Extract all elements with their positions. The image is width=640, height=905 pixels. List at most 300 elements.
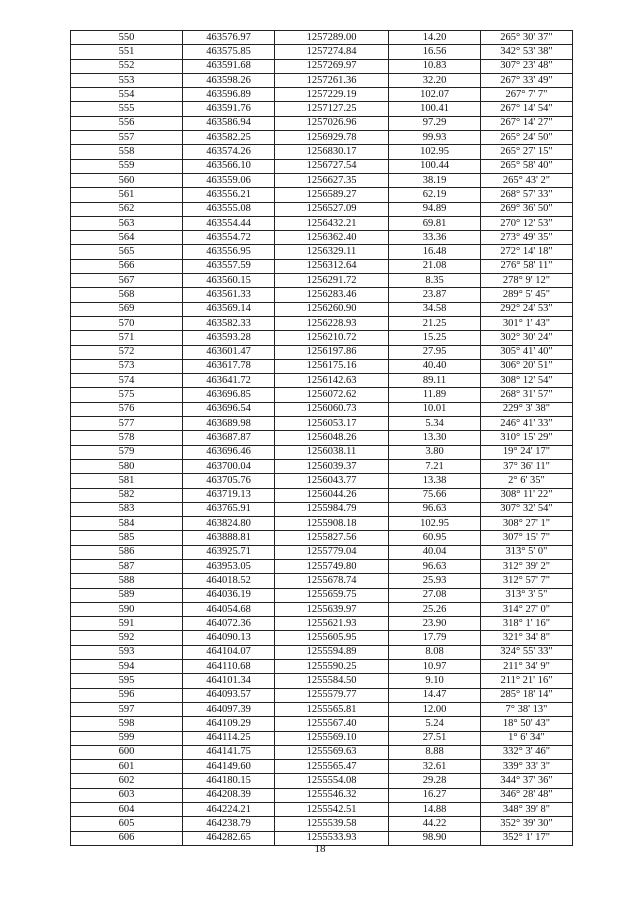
distance-cell: 102.95 [389,517,481,531]
y-coordinate-cell: 1257289.00 [275,31,389,45]
table-row [71,474,573,488]
point-id-cell: 567 [71,274,183,288]
point-id-cell: 576 [71,402,183,416]
y-coordinate-cell: 1255569.10 [275,731,389,745]
x-coordinate-cell: 464093.57 [183,688,275,702]
x-coordinate-cell: 463554.44 [183,216,275,230]
y-coordinate-cell: 1256053.17 [275,417,389,431]
table-row [71,459,573,473]
x-coordinate-cell: 463591.68 [183,59,275,73]
point-id-cell: 581 [71,474,183,488]
bearing-cell: 211° 34' 9" [481,660,573,674]
table-row [71,631,573,645]
x-coordinate-cell: 463925.71 [183,545,275,559]
x-coordinate-cell: 464208.39 [183,788,275,802]
distance-cell: 27.08 [389,588,481,602]
distance-cell: 10.97 [389,660,481,674]
y-coordinate-cell: 1256228.93 [275,316,389,330]
table-row [71,574,573,588]
y-coordinate-cell: 1255546.32 [275,788,389,802]
distance-cell: 15.25 [389,331,481,345]
y-coordinate-cell: 1256048.26 [275,431,389,445]
bearing-cell: 314° 27' 0" [481,602,573,616]
x-coordinate-cell: 464110.68 [183,660,275,674]
distance-cell: 97.29 [389,116,481,130]
point-id-cell: 578 [71,431,183,445]
table-row [71,302,573,316]
point-id-cell: 599 [71,731,183,745]
bearing-cell: 18° 50' 43" [481,717,573,731]
distance-cell: 21.08 [389,259,481,273]
table-row [71,259,573,273]
bearing-cell: 2° 6' 35" [481,474,573,488]
x-coordinate-cell: 463601.47 [183,345,275,359]
point-id-cell: 582 [71,488,183,502]
point-id-cell: 589 [71,588,183,602]
x-coordinate-cell: 463575.85 [183,45,275,59]
table-row [71,602,573,616]
bearing-cell: 301° 1' 43" [481,316,573,330]
x-coordinate-cell: 463582.25 [183,131,275,145]
point-id-cell: 570 [71,316,183,330]
y-coordinate-cell: 1255594.89 [275,645,389,659]
point-id-cell: 597 [71,702,183,716]
distance-cell: 62.19 [389,188,481,202]
x-coordinate-cell: 463576.97 [183,31,275,45]
distance-cell: 94.89 [389,202,481,216]
bearing-cell: 305° 41' 40" [481,345,573,359]
y-coordinate-cell: 1255554.08 [275,774,389,788]
distance-cell: 33.36 [389,231,481,245]
table-row [71,760,573,774]
distance-cell: 8.08 [389,645,481,659]
y-coordinate-cell: 1256060.73 [275,402,389,416]
x-coordinate-cell: 464180.15 [183,774,275,788]
x-coordinate-cell: 463561.33 [183,288,275,302]
x-coordinate-cell: 464114.25 [183,731,275,745]
table-row [71,274,573,288]
y-coordinate-cell: 1257269.97 [275,59,389,73]
x-coordinate-cell: 463555.08 [183,202,275,216]
distance-cell: 96.63 [389,502,481,516]
bearing-cell: 307° 23' 48" [481,59,573,73]
point-id-cell: 586 [71,545,183,559]
distance-cell: 100.41 [389,102,481,116]
table-row [71,803,573,817]
distance-cell: 69.81 [389,216,481,230]
point-id-cell: 559 [71,159,183,173]
bearing-cell: 267° 14' 27" [481,116,573,130]
bearing-cell: 352° 1' 17" [481,831,573,845]
bearing-cell: 307° 32' 54" [481,502,573,516]
y-coordinate-cell: 1256260.90 [275,302,389,316]
y-coordinate-cell: 1256830.17 [275,145,389,159]
bearing-cell: 265° 27' 15" [481,145,573,159]
table-body [71,31,573,846]
table-row [71,588,573,602]
distance-cell: 32.61 [389,760,481,774]
x-coordinate-cell: 463700.04 [183,459,275,473]
x-coordinate-cell: 463705.76 [183,474,275,488]
y-coordinate-cell: 1256589.27 [275,188,389,202]
table-row [71,545,573,559]
x-coordinate-cell: 463556.95 [183,245,275,259]
point-id-cell: 575 [71,388,183,402]
point-id-cell: 555 [71,102,183,116]
bearing-cell: 211° 21' 16" [481,674,573,688]
distance-cell: 32.20 [389,73,481,87]
point-id-cell: 562 [71,202,183,216]
distance-cell: 10.01 [389,402,481,416]
table-row [71,102,573,116]
x-coordinate-cell: 463582.33 [183,316,275,330]
distance-cell: 7.21 [389,459,481,473]
bearing-cell: 332° 3' 46" [481,745,573,759]
y-coordinate-cell: 1255590.25 [275,660,389,674]
y-coordinate-cell: 1257261.36 [275,73,389,87]
bearing-cell: 313° 5' 0" [481,545,573,559]
x-coordinate-cell: 463556.21 [183,188,275,202]
y-coordinate-cell: 1256929.78 [275,131,389,145]
x-coordinate-cell: 463598.26 [183,73,275,87]
bearing-cell: 306° 20' 51" [481,359,573,373]
distance-cell: 8.88 [389,745,481,759]
distance-cell: 96.63 [389,559,481,573]
point-id-cell: 564 [71,231,183,245]
distance-cell: 12.00 [389,702,481,716]
bearing-cell: 1° 6' 34" [481,731,573,745]
distance-cell: 16.48 [389,245,481,259]
bearing-cell: 270° 12' 53" [481,216,573,230]
distance-cell: 27.51 [389,731,481,745]
y-coordinate-cell: 1255639.97 [275,602,389,616]
bearing-cell: 285° 18' 14" [481,688,573,702]
bearing-cell: 289° 5' 45" [481,288,573,302]
y-coordinate-cell: 1256197.86 [275,345,389,359]
distance-cell: 10.83 [389,59,481,73]
distance-cell: 23.90 [389,617,481,631]
bearing-cell: 308° 11' 22" [481,488,573,502]
bearing-cell: 267° 33' 49" [481,73,573,87]
y-coordinate-cell: 1256362.40 [275,231,389,245]
bearing-cell: 324° 55' 33" [481,645,573,659]
distance-cell: 34.58 [389,302,481,316]
point-id-cell: 605 [71,817,183,831]
bearing-cell: 265° 43' 2" [481,173,573,187]
x-coordinate-cell: 463953.05 [183,559,275,573]
y-coordinate-cell: 1257274.84 [275,45,389,59]
x-coordinate-cell: 464282.65 [183,831,275,845]
table-row [71,159,573,173]
y-coordinate-cell: 1255659.75 [275,588,389,602]
x-coordinate-cell: 464054.68 [183,602,275,616]
distance-cell: 27.95 [389,345,481,359]
point-id-cell: 583 [71,502,183,516]
distance-cell: 98.90 [389,831,481,845]
table-row [71,31,573,45]
table-row [71,431,573,445]
bearing-cell: 278° 9' 12" [481,274,573,288]
table-row [71,731,573,745]
y-coordinate-cell: 1255579.77 [275,688,389,702]
y-coordinate-cell: 1255827.56 [275,531,389,545]
x-coordinate-cell: 464141.75 [183,745,275,759]
y-coordinate-cell: 1256432.21 [275,216,389,230]
x-coordinate-cell: 464238.79 [183,817,275,831]
distance-cell: 13.30 [389,431,481,445]
distance-cell: 25.93 [389,574,481,588]
table-row [71,202,573,216]
table-row [71,345,573,359]
table-row [71,388,573,402]
bearing-cell: 346° 28' 48" [481,788,573,802]
bearing-cell: 352° 39' 30" [481,817,573,831]
distance-cell: 13.38 [389,474,481,488]
table-row [71,674,573,688]
point-id-cell: 587 [71,559,183,573]
coordinate-table [70,30,573,846]
y-coordinate-cell: 1257127.25 [275,102,389,116]
y-coordinate-cell: 1255584.50 [275,674,389,688]
distance-cell: 14.20 [389,31,481,45]
point-id-cell: 590 [71,602,183,616]
x-coordinate-cell: 463641.72 [183,374,275,388]
x-coordinate-cell: 464090.13 [183,631,275,645]
x-coordinate-cell: 463689.98 [183,417,275,431]
y-coordinate-cell: 1256291.72 [275,274,389,288]
distance-cell: 25.26 [389,602,481,616]
table-row [71,445,573,459]
distance-cell: 102.07 [389,88,481,102]
table-row [71,145,573,159]
x-coordinate-cell: 464149.60 [183,760,275,774]
x-coordinate-cell: 463560.15 [183,274,275,288]
table-row [71,617,573,631]
y-coordinate-cell: 1255678.74 [275,574,389,588]
y-coordinate-cell: 1256175.16 [275,359,389,373]
y-coordinate-cell: 1256329.11 [275,245,389,259]
y-coordinate-cell: 1255565.81 [275,702,389,716]
table-row [71,88,573,102]
table-row [71,774,573,788]
bearing-cell: 344° 37' 36" [481,774,573,788]
y-coordinate-cell: 1256527.09 [275,202,389,216]
x-coordinate-cell: 463566.10 [183,159,275,173]
point-id-cell: 591 [71,617,183,631]
y-coordinate-cell: 1256627.35 [275,173,389,187]
bearing-cell: 321° 34' 8" [481,631,573,645]
bearing-cell: 229° 3' 38" [481,402,573,416]
bearing-cell: 265° 30' 37" [481,31,573,45]
bearing-cell: 312° 57' 7" [481,574,573,588]
y-coordinate-cell: 1255984.79 [275,502,389,516]
x-coordinate-cell: 464097.39 [183,702,275,716]
table-row [71,417,573,431]
y-coordinate-cell: 1255542.51 [275,803,389,817]
y-coordinate-cell: 1256210.72 [275,331,389,345]
bearing-cell: 302° 30' 24" [481,331,573,345]
point-id-cell: 594 [71,660,183,674]
point-id-cell: 561 [71,188,183,202]
bearing-cell: 276° 58' 11" [481,259,573,273]
page-number: 18 [314,843,326,855]
bearing-cell: 265° 58' 40" [481,159,573,173]
y-coordinate-cell: 1255621.93 [275,617,389,631]
distance-cell: 100.44 [389,159,481,173]
distance-cell: 38.19 [389,173,481,187]
distance-cell: 5.34 [389,417,481,431]
distance-cell: 40.40 [389,359,481,373]
point-id-cell: 593 [71,645,183,659]
bearing-cell: 310° 15' 29" [481,431,573,445]
x-coordinate-cell: 463687.87 [183,431,275,445]
bearing-cell: 318° 1' 16" [481,617,573,631]
bearing-cell: 7° 38' 13" [481,702,573,716]
x-coordinate-cell: 463586.94 [183,116,275,130]
x-coordinate-cell: 463696.54 [183,402,275,416]
table-row [71,231,573,245]
point-id-cell: 600 [71,745,183,759]
distance-cell: 16.56 [389,45,481,59]
table-row [71,59,573,73]
point-id-cell: 551 [71,45,183,59]
table-row [71,488,573,502]
bearing-cell: 312° 39' 2" [481,559,573,573]
point-id-cell: 601 [71,760,183,774]
y-coordinate-cell: 1256312.64 [275,259,389,273]
table-row [71,374,573,388]
bearing-cell: 265° 24' 50" [481,131,573,145]
y-coordinate-cell: 1256038.11 [275,445,389,459]
point-id-cell: 585 [71,531,183,545]
distance-cell: 11.89 [389,388,481,402]
table-row [71,645,573,659]
table-row [71,502,573,516]
x-coordinate-cell: 463765.91 [183,502,275,516]
x-coordinate-cell: 464036.19 [183,588,275,602]
point-id-cell: 598 [71,717,183,731]
table-row [71,316,573,330]
distance-cell: 3.80 [389,445,481,459]
distance-cell: 40.04 [389,545,481,559]
table-row [71,788,573,802]
point-id-cell: 556 [71,116,183,130]
table-row [71,688,573,702]
x-coordinate-cell: 463554.72 [183,231,275,245]
point-id-cell: 602 [71,774,183,788]
bearing-cell: 268° 57' 33" [481,188,573,202]
table-row [71,216,573,230]
table-row [71,331,573,345]
bearing-cell: 19° 24' 17" [481,445,573,459]
x-coordinate-cell: 464101.34 [183,674,275,688]
point-id-cell: 573 [71,359,183,373]
bearing-cell: 268° 31' 57" [481,388,573,402]
x-coordinate-cell: 464224.21 [183,803,275,817]
distance-cell: 21.25 [389,316,481,330]
table-row [71,517,573,531]
table-row [71,359,573,373]
y-coordinate-cell: 1257026.96 [275,116,389,130]
table-row [71,402,573,416]
bearing-cell: 308° 12' 54" [481,374,573,388]
y-coordinate-cell: 1255565.47 [275,760,389,774]
bearing-cell: 246° 41' 33" [481,417,573,431]
bearing-cell: 307° 15' 7" [481,531,573,545]
y-coordinate-cell: 1256727.54 [275,159,389,173]
x-coordinate-cell: 463574.26 [183,145,275,159]
distance-cell: 8.35 [389,274,481,288]
point-id-cell: 557 [71,131,183,145]
table-row [71,817,573,831]
table-row [71,45,573,59]
table-row [71,531,573,545]
x-coordinate-cell: 463888.81 [183,531,275,545]
bearing-cell: 308° 27' 1" [481,517,573,531]
y-coordinate-cell: 1255569.63 [275,745,389,759]
point-id-cell: 568 [71,288,183,302]
y-coordinate-cell: 1256044.26 [275,488,389,502]
distance-cell: 60.95 [389,531,481,545]
point-id-cell: 595 [71,674,183,688]
distance-cell: 99.93 [389,131,481,145]
y-coordinate-cell: 1255908.18 [275,517,389,531]
x-coordinate-cell: 464109.29 [183,717,275,731]
x-coordinate-cell: 463593.28 [183,331,275,345]
bearing-cell: 267° 14' 54" [481,102,573,116]
table-row [71,559,573,573]
point-id-cell: 553 [71,73,183,87]
distance-cell: 14.47 [389,688,481,702]
table-row [71,660,573,674]
distance-cell: 23.87 [389,288,481,302]
point-id-cell: 577 [71,417,183,431]
distance-cell: 89.11 [389,374,481,388]
point-id-cell: 603 [71,788,183,802]
point-id-cell: 579 [71,445,183,459]
bearing-cell: 37° 36' 11" [481,459,573,473]
x-coordinate-cell: 463596.89 [183,88,275,102]
y-coordinate-cell: 1255533.93 [275,831,389,845]
bearing-cell: 267° 7' 7" [481,88,573,102]
bearing-cell: 269° 36' 50" [481,202,573,216]
point-id-cell: 563 [71,216,183,230]
point-id-cell: 571 [71,331,183,345]
bearing-cell: 348° 39' 8" [481,803,573,817]
point-id-cell: 592 [71,631,183,645]
x-coordinate-cell: 463591.76 [183,102,275,116]
y-coordinate-cell: 1255779.04 [275,545,389,559]
distance-cell: 16.27 [389,788,481,802]
point-id-cell: 565 [71,245,183,259]
x-coordinate-cell: 463824.80 [183,517,275,531]
table-row [71,131,573,145]
x-coordinate-cell: 463696.85 [183,388,275,402]
bearing-cell: 292° 24' 53" [481,302,573,316]
x-coordinate-cell: 464072.36 [183,617,275,631]
point-id-cell: 588 [71,574,183,588]
point-id-cell: 584 [71,517,183,531]
y-coordinate-cell: 1255749.80 [275,559,389,573]
y-coordinate-cell: 1255605.95 [275,631,389,645]
bearing-cell: 272° 14' 18" [481,245,573,259]
bearing-cell: 273° 49' 35" [481,231,573,245]
y-coordinate-cell: 1256283.46 [275,288,389,302]
x-coordinate-cell: 463559.06 [183,173,275,187]
table-row [71,245,573,259]
y-coordinate-cell: 1256039.37 [275,459,389,473]
table-row [71,173,573,187]
